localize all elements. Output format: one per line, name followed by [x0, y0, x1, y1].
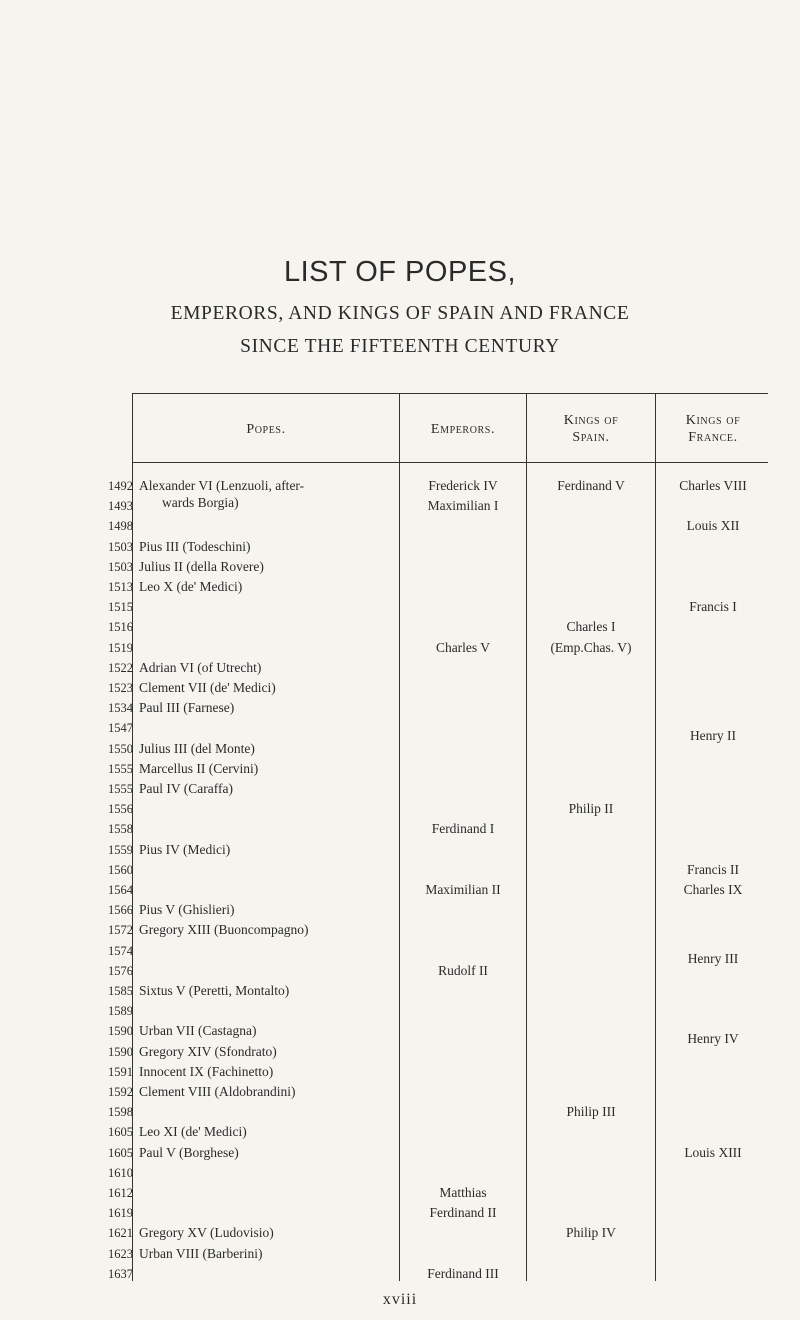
year-label: 1637: [108, 1266, 133, 1281]
table-header-rule: [132, 462, 768, 463]
spain-king-entry: Philip II: [568, 801, 614, 817]
column-divider-3: [526, 393, 527, 1281]
year-label: 1523: [108, 681, 133, 695]
header-emperors: Emperors.: [430, 422, 496, 437]
year-label: 1612: [108, 1186, 133, 1200]
year-label: 1556: [108, 802, 133, 817]
year-label: 1566: [108, 903, 133, 918]
year-label: 1605: [108, 1145, 133, 1160]
year-label: 1519: [108, 640, 133, 655]
year-label: 1559: [108, 842, 133, 857]
spain-king-entry: Charles I: [566, 619, 616, 635]
france-king-entry: Louis XII: [686, 518, 740, 534]
header-spain-line1: Kings of: [563, 413, 619, 428]
year-label: 1592: [108, 1085, 133, 1099]
year-label: 1493: [108, 499, 133, 514]
emperor-entry: Charles V: [435, 639, 491, 655]
pope-entry: Alexander VI (Lenzuoli, after-: [139, 478, 305, 493]
france-king-entry: Charles VIII: [679, 478, 747, 493]
pope-entry: Leo X (de' Medici): [139, 579, 243, 594]
france-king-entry: Louis XIII: [684, 1144, 742, 1160]
pope-entry: Innocent IX (Fachinetto): [139, 1063, 274, 1079]
year-label: 1522: [108, 660, 133, 675]
pope-entry: Adrian VI (of Utrecht): [139, 659, 262, 675]
year-label: 1621: [108, 1226, 133, 1241]
spain-king-entry: Philip III: [566, 1104, 616, 1120]
emperor-entry: Maximilian I: [427, 498, 499, 514]
page-subtitle-line2: SINCE THE FIFTEENTH CENTURY: [240, 336, 560, 357]
pope-entry: Sixtus V (Peretti, Montalto): [139, 983, 290, 998]
page-title: LIST OF POPES,: [283, 256, 517, 288]
header-popes: Popes.: [246, 422, 286, 437]
header-spain-line2: Spain.: [572, 430, 610, 445]
year-label: 1585: [108, 984, 133, 998]
pope-entry: Clement VIII (Aldobrandini): [139, 1084, 296, 1099]
year-label: 1589: [108, 1004, 133, 1019]
header-france-line2: France.: [688, 430, 738, 445]
year-label: 1492: [108, 479, 133, 493]
year-label: 1547: [108, 721, 133, 736]
france-king-entry: Henry IV: [687, 1031, 739, 1047]
year-label: 1503: [108, 539, 133, 554]
pope-entry: Gregory XV (Ludovisio): [139, 1225, 274, 1241]
year-label: 1555: [108, 761, 133, 776]
pope-entry: wards Borgia): [162, 495, 239, 511]
year-label: 1623: [108, 1246, 133, 1261]
year-label: 1619: [108, 1206, 133, 1221]
year-label: 1560: [108, 862, 133, 877]
year-label: 1598: [108, 1105, 133, 1120]
france-king-entry: Henry II: [689, 728, 737, 744]
year-label: 1534: [108, 701, 133, 716]
header-france-line1: Kings of: [685, 413, 741, 428]
year-label: 1572: [108, 923, 133, 938]
pope-entry: Paul IV (Caraffa): [139, 781, 233, 796]
year-label: 1576: [108, 963, 133, 978]
pope-entry: Julius II (della Rovere): [139, 558, 264, 574]
year-label: 1590: [108, 1044, 133, 1059]
year-label: 1515: [108, 600, 133, 615]
year-label: 1605: [108, 1125, 133, 1140]
pope-entry: Gregory XIII (Buoncompagno): [139, 922, 309, 938]
pope-entry: Gregory XIV (Sfondrato): [139, 1043, 277, 1059]
year-label: 1498: [108, 519, 133, 534]
spain-king-entry: Philip IV: [566, 1225, 616, 1241]
france-king-entry: Francis I: [689, 599, 737, 615]
year-label: 1610: [108, 1165, 133, 1180]
year-label: 1555: [108, 782, 133, 796]
pope-entry: Marcellus II (Cervini): [139, 760, 259, 776]
france-king-entry: Francis II: [686, 861, 740, 877]
emperor-entry: Maximilian II: [425, 882, 501, 897]
pope-entry: Clement VII (de' Medici): [139, 680, 276, 695]
emperor-entry: Frederick IV: [428, 478, 498, 493]
year-label: 1550: [108, 741, 133, 756]
pope-entry: Julius III (del Monte): [139, 740, 255, 756]
pope-entry: Paul V (Borghese): [139, 1144, 239, 1160]
year-label: 1516: [108, 620, 133, 635]
table-top-rule: [132, 393, 768, 394]
emperor-entry: Ferdinand II: [429, 1205, 497, 1221]
year-label: 1574: [108, 943, 133, 958]
pope-entry: Pius III (Todeschini): [139, 538, 251, 554]
page-number: xviii: [382, 1291, 418, 1308]
pope-entry: Urban VII (Castagna): [139, 1023, 257, 1039]
year-label: 1503: [108, 559, 133, 574]
year-label: 1564: [108, 883, 133, 897]
emperor-entry: Matthias: [439, 1185, 487, 1200]
pope-entry: Leo XI (de' Medici): [139, 1124, 247, 1140]
year-label: 1591: [108, 1064, 133, 1079]
page-subtitle-line1: EMPERORS, AND KINGS OF SPAIN AND FRANCE: [170, 303, 630, 324]
year-label: 1558: [108, 822, 133, 837]
spain-king-entry: Ferdinand V: [557, 478, 625, 493]
emperor-entry: Ferdinand I: [431, 821, 495, 837]
pope-entry: Pius IV (Medici): [139, 841, 231, 857]
emperor-entry: Rudolf II: [438, 962, 488, 978]
spain-king-entry: (Emp.Chas. V): [550, 639, 632, 655]
year-label: 1513: [108, 580, 133, 594]
pope-entry: Paul III (Farnese): [139, 700, 235, 716]
pope-entry: Urban VIII (Barberini): [139, 1245, 263, 1261]
pope-entry: Pius V (Ghislieri): [139, 902, 235, 918]
france-king-entry: Henry III: [687, 950, 739, 966]
france-king-entry: Charles IX: [683, 882, 743, 897]
emperor-entry: Ferdinand III: [427, 1265, 499, 1281]
year-label: 1590: [108, 1024, 133, 1039]
